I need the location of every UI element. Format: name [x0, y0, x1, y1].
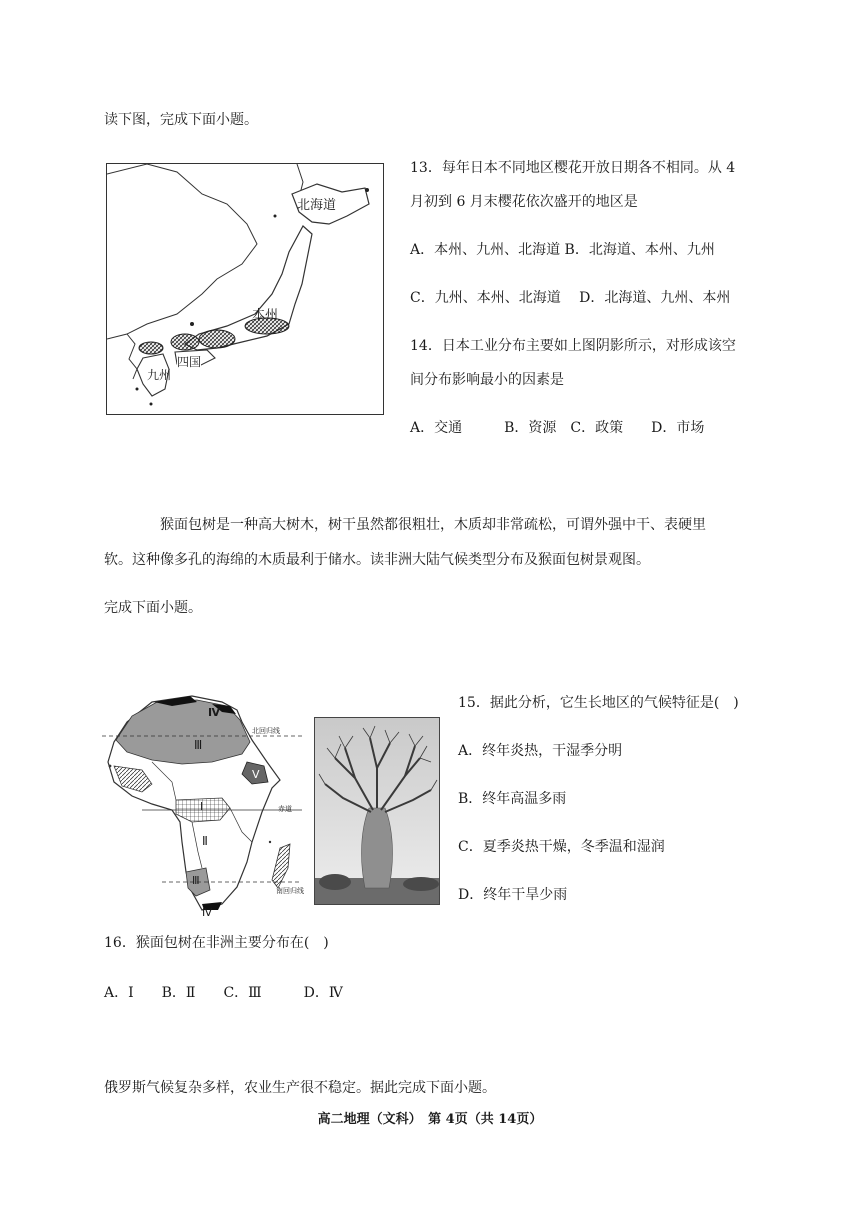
q15-option-b: B．终年高温多雨 [458, 791, 567, 807]
q15-option-c: C．夏季炎热干燥，冬季温和湿润 [458, 839, 665, 855]
label-iii-north: Ⅲ [194, 738, 203, 752]
label-iv-south: Ⅳ [202, 906, 213, 919]
label-hokkaido: 北海道 [297, 198, 337, 213]
q16-options: A．Ⅰ B．Ⅱ C．Ⅲ D．Ⅳ [104, 985, 343, 1001]
label-tropic-south: 南回归线 [276, 887, 304, 895]
label-equator: 赤道 [278, 805, 292, 813]
label-iv-north: Ⅳ [208, 706, 221, 719]
label-iii-south: Ⅲ [192, 874, 200, 887]
label-ii: Ⅱ [202, 834, 208, 848]
q14-options: A．交通 B．资源 C．政策 D．市场 [410, 420, 705, 436]
q14-stem-line1: 14．日本工业分布主要如上图阴影所示，对形成该空 [410, 338, 736, 354]
q14-stem-line2: 间分布影响最小的因素是 [410, 372, 564, 388]
passage-line1: 猴面包树是一种高大树木，树干虽然都很粗壮，木质却非常疏松，可谓外强中干、表硬里 [160, 517, 706, 533]
q13-stem-line1: 13．每年日本不同地区樱花开放日期各不相同。从 4 [410, 160, 736, 176]
q16-stem: 16．猴面包树在非洲主要分布在( ) [104, 935, 329, 951]
label-v: Ⅴ [252, 768, 260, 781]
label-honshu: 本州 [252, 308, 279, 323]
q13-stem-line2: 月初到 6 月末樱花依次盛开的地区是 [410, 194, 638, 210]
label-shikoku: 四国 [177, 355, 202, 369]
q15-option-a: A．终年炎热，干湿季分明 [458, 743, 623, 759]
q15-stem: 15．据此分析，它生长地区的气候特征是( ) [458, 695, 739, 711]
passage-line2: 软。这种像多孔的海绵的木质最利于储水。读非洲大陆气候类型分布及猴面包树景观图。 [104, 552, 650, 568]
passage-line3: 完成下面小题。 [104, 600, 202, 616]
q15-option-d: D．终年干旱少雨 [458, 887, 568, 903]
q13-options-ab: A．本州、九州、北海道 B．北海道、本州、九州 [410, 242, 715, 258]
baobab-tree-image [315, 718, 439, 904]
intro-text: 读下图，完成下面小题。 [104, 112, 258, 128]
russia-intro-text: 俄罗斯气候复杂多样，农业生产很不稳定。据此完成下面小题。 [104, 1080, 496, 1096]
page-footer: 高二地理（文科） 第 4页（共 14页） [317, 1112, 543, 1127]
label-i: Ⅰ [200, 800, 204, 813]
africa-map [102, 692, 302, 920]
baobab-photo [314, 717, 440, 905]
japan-map [106, 163, 384, 415]
label-tropic-north: 北回归线 [252, 727, 280, 735]
label-kyushu: 九州 [147, 368, 172, 382]
q13-options-cd: C．九州、本州、北海道 D．北海道、九州、本州 [410, 290, 731, 306]
